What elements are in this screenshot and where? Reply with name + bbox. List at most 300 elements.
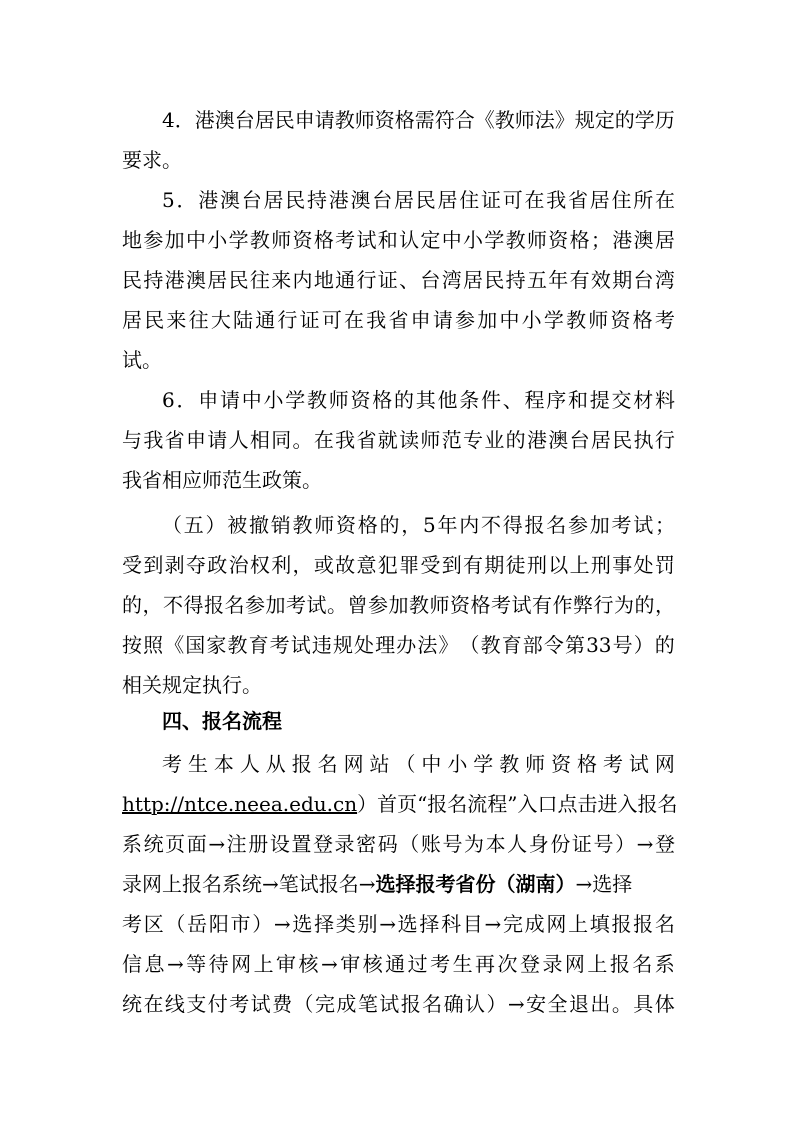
char: 录	[334, 832, 355, 856]
char: 就	[377, 428, 398, 452]
char: 教	[409, 593, 429, 617]
char: 民	[122, 268, 142, 292]
char: ；	[654, 513, 675, 537]
char: 教	[494, 108, 515, 132]
char: 民	[285, 188, 306, 212]
char: 息	[144, 952, 165, 976]
char: 格	[313, 228, 334, 252]
char: 师	[420, 428, 441, 452]
char: 在	[654, 188, 675, 212]
char: 澳	[219, 188, 240, 212]
char: 教	[227, 633, 248, 657]
char: 到	[143, 553, 164, 577]
char: 份	[550, 832, 571, 856]
char: 参	[567, 513, 588, 537]
char: 澳	[548, 428, 569, 452]
char: 生	[187, 752, 208, 776]
flow-line-4-pre: 录网上报名系统→笔试报名→	[122, 872, 376, 896]
char: 期	[484, 553, 505, 577]
char: 作	[552, 593, 573, 617]
char: 年	[437, 513, 458, 537]
section-heading: 四、报名流程	[162, 709, 282, 733]
char: 学	[228, 228, 249, 252]
char: 在	[313, 428, 334, 452]
flow-line-4-bold: 选择报考省份（湖南）	[375, 872, 576, 896]
char: →	[166, 952, 184, 976]
char: 地	[313, 268, 334, 292]
char: 师	[514, 108, 535, 132]
char: 与	[122, 428, 142, 452]
char: 按	[122, 633, 142, 657]
flow-line-1	[162, 749, 675, 779]
char: 报	[611, 912, 632, 936]
char: 夺	[185, 553, 206, 577]
char: 的	[505, 428, 526, 452]
char: 刑	[526, 553, 547, 577]
char: 资	[548, 228, 569, 252]
item-6-line-2	[122, 425, 675, 455]
char: 加	[164, 228, 185, 252]
char: 交	[611, 388, 632, 412]
char: 试	[633, 513, 654, 537]
char: 居	[463, 268, 483, 292]
char: 资	[450, 593, 470, 617]
char: （	[162, 513, 182, 537]
char: →	[379, 912, 396, 936]
char: 再	[475, 952, 496, 976]
char: 政	[207, 553, 228, 577]
ntce-website-link[interactable]: http://ntce.neea.edu.cn	[122, 792, 358, 816]
char: 账	[420, 832, 441, 856]
char: 资	[374, 108, 395, 132]
char: 到	[441, 553, 462, 577]
char: 我	[546, 188, 567, 212]
char: 小	[447, 752, 468, 776]
char: 教	[505, 228, 526, 252]
char: 本	[485, 832, 506, 856]
char: 号	[612, 633, 633, 657]
char: （	[165, 912, 186, 936]
char: 号	[593, 832, 614, 856]
char: 岳	[187, 912, 208, 936]
char: 4	[162, 108, 175, 132]
char: 我	[366, 308, 387, 332]
char: 试	[306, 593, 327, 617]
char: 行	[356, 268, 377, 292]
char: 在	[524, 188, 545, 212]
char: 家	[206, 633, 227, 657]
char: 五	[526, 268, 547, 292]
char: 报	[204, 593, 224, 617]
char: 考	[122, 912, 142, 936]
char: 教	[334, 108, 355, 132]
char: 网	[231, 952, 252, 976]
char: 市	[230, 912, 251, 936]
char: 教	[306, 388, 327, 412]
char: 站	[369, 752, 390, 776]
char: 核	[298, 952, 319, 976]
char: 意	[356, 553, 377, 577]
char: 系	[654, 952, 675, 976]
char: 5	[162, 188, 175, 212]
char: 港	[612, 228, 633, 252]
char: 撤	[249, 513, 269, 537]
char: 可	[321, 308, 342, 332]
char: 弊	[573, 593, 593, 617]
char: 申	[185, 428, 206, 452]
char: ．	[176, 388, 197, 412]
char: 在	[143, 992, 164, 1016]
char: 澳	[214, 108, 235, 132]
char: 同	[271, 428, 292, 452]
char: ；	[590, 228, 611, 252]
char: 内	[292, 268, 313, 292]
char: 违	[311, 633, 332, 657]
char: 规	[332, 633, 353, 657]
char: 不	[480, 513, 501, 537]
char: 需	[414, 108, 435, 132]
char: 次	[497, 952, 518, 976]
char: 登	[519, 952, 540, 976]
char: 照	[143, 633, 164, 657]
item-6-line-3: 我省相应师范生政策。	[122, 468, 322, 492]
item-five-line-1	[162, 510, 675, 540]
char: 完	[502, 912, 523, 936]
item-4-line-2: 要求。	[122, 148, 182, 172]
char: 港	[194, 108, 215, 132]
char: 材	[633, 388, 654, 412]
char: 申	[294, 108, 315, 132]
char: 教	[480, 633, 501, 657]
char: 试	[250, 992, 271, 1016]
char: 考	[654, 308, 675, 332]
char: 成	[336, 992, 357, 1016]
char: 法	[417, 633, 438, 657]
char: 往	[188, 308, 209, 332]
char: 民	[144, 308, 165, 332]
char: 所	[633, 188, 654, 212]
char: 和	[567, 388, 588, 412]
char: 来	[166, 308, 187, 332]
char: 人	[239, 752, 260, 776]
char: 付	[207, 992, 228, 1016]
flow-line-4	[122, 869, 675, 899]
char: 格	[569, 228, 590, 252]
char: 五	[183, 513, 204, 537]
char: 不	[163, 593, 183, 617]
char: 》	[438, 633, 459, 657]
char: 治	[228, 553, 249, 577]
char: 考	[269, 633, 290, 657]
char: 有	[532, 593, 552, 617]
char: 笔	[357, 992, 378, 1016]
char: 学	[634, 108, 655, 132]
char: 审	[276, 952, 297, 976]
char: ，	[142, 593, 163, 617]
char: 被	[227, 513, 248, 537]
char: 业	[484, 428, 505, 452]
char: 师	[525, 752, 546, 776]
char: 师	[271, 228, 292, 252]
char: 。	[611, 992, 632, 1016]
char: 得	[183, 593, 204, 617]
char: 权	[249, 553, 270, 577]
char: 可	[502, 188, 523, 212]
char: 加	[265, 593, 286, 617]
char: 册	[248, 832, 269, 856]
char: 料	[654, 388, 675, 412]
char: 台	[241, 188, 262, 212]
char: 加	[477, 308, 498, 332]
char: 统	[122, 992, 142, 1016]
char: 师	[526, 228, 547, 252]
char: 名	[654, 912, 675, 936]
char: 地	[122, 228, 142, 252]
char: 选	[397, 912, 418, 936]
char: 、	[399, 268, 420, 292]
char: →	[507, 992, 525, 1016]
char: →	[320, 952, 338, 976]
char: 报	[400, 992, 421, 1016]
char: 台	[234, 108, 255, 132]
char: 安	[526, 992, 547, 1016]
char: 刑	[590, 553, 611, 577]
char: 处	[354, 633, 375, 657]
char: 港	[526, 428, 547, 452]
char: 密	[356, 832, 377, 856]
char: 教	[292, 513, 313, 537]
char: 《	[164, 633, 185, 657]
char: 参	[455, 308, 476, 332]
char: 考	[335, 228, 356, 252]
char: 通	[255, 308, 276, 332]
char: 行	[654, 428, 675, 452]
char: 完	[314, 992, 335, 1016]
char: 具	[633, 992, 654, 1016]
char: 考	[611, 513, 632, 537]
char: ）	[633, 633, 654, 657]
char: 犯	[377, 553, 398, 577]
char: 件	[480, 388, 501, 412]
char: 利	[271, 553, 292, 577]
item-6-line-1	[162, 385, 675, 415]
char: 省	[164, 428, 185, 452]
char: 学	[484, 228, 505, 252]
flow-line-4-post: →选择	[575, 872, 633, 896]
char: 资	[292, 228, 313, 252]
char: 曾	[347, 593, 368, 617]
char: 考	[491, 593, 511, 617]
char: 台	[420, 268, 441, 292]
char: 执	[633, 428, 654, 452]
char: 师	[354, 108, 375, 132]
char: 上	[253, 952, 274, 976]
char: 民	[274, 108, 295, 132]
item-5-line-5: 试。	[122, 348, 162, 372]
char: 居	[122, 308, 142, 332]
char: 格	[577, 752, 597, 776]
char: 《	[474, 108, 495, 132]
char: 录	[542, 952, 563, 976]
char: 别	[357, 912, 378, 936]
char: 6	[162, 388, 175, 412]
char: 、	[502, 388, 523, 412]
char: 以	[548, 553, 569, 577]
flow-line-5	[122, 909, 675, 939]
char: 在	[344, 308, 365, 332]
char: 通	[385, 952, 406, 976]
char: 民	[228, 268, 249, 292]
char: 为	[614, 593, 634, 617]
char: 参	[245, 593, 265, 617]
char: 名	[546, 513, 567, 537]
char: 澳	[185, 268, 206, 292]
char: 审	[340, 952, 361, 976]
char: 港	[164, 268, 185, 292]
char: 区	[143, 912, 164, 936]
char: 得	[502, 513, 523, 537]
item-five-line-2	[122, 550, 675, 580]
char: 提	[589, 388, 610, 412]
char: 效	[590, 268, 611, 292]
char: 居	[393, 188, 414, 212]
char: ．	[176, 188, 197, 212]
char: 证	[480, 188, 501, 212]
char: 中	[421, 752, 442, 776]
char: 5	[423, 513, 436, 537]
char: 考	[229, 992, 250, 1016]
char: 报	[524, 513, 545, 537]
char: 我	[335, 428, 356, 452]
char: 教	[566, 308, 587, 332]
char: 法	[534, 108, 555, 132]
char: （	[399, 832, 420, 856]
char: 住	[459, 188, 480, 212]
char: 信	[122, 952, 142, 976]
char: 择	[314, 912, 335, 936]
char: 定	[594, 108, 615, 132]
char: 相	[249, 428, 270, 452]
char: 中	[241, 388, 262, 412]
char: 育	[248, 633, 269, 657]
char: 人	[228, 428, 249, 452]
char: 上	[587, 952, 608, 976]
char: 本	[213, 752, 234, 776]
char: 试	[379, 992, 400, 1016]
char: 证	[571, 832, 592, 856]
char: ）	[252, 912, 273, 936]
char: 格	[372, 388, 393, 412]
char: 填	[589, 912, 610, 936]
char: 学	[543, 308, 564, 332]
char: 线	[164, 992, 185, 1016]
char: 条	[459, 388, 480, 412]
char: 考	[286, 593, 306, 617]
flow-line-7	[122, 989, 675, 1019]
char: 专	[463, 428, 483, 452]
flow-line-2	[122, 789, 678, 819]
char: 教	[249, 228, 270, 252]
char: 页	[165, 832, 186, 856]
char: 居	[437, 188, 458, 212]
char: ，	[401, 513, 422, 537]
char: 请	[432, 308, 453, 332]
item-five-line-3	[122, 590, 675, 620]
char: 报	[291, 752, 312, 776]
char: 报	[633, 912, 654, 936]
char: 读	[399, 428, 420, 452]
item-five-line-4	[122, 630, 675, 660]
flow-line-6	[122, 949, 675, 979]
char: 学	[285, 388, 306, 412]
char: 名	[422, 992, 443, 1016]
char: 置	[291, 832, 312, 856]
char: 陆	[233, 308, 254, 332]
char: 罚	[654, 553, 675, 577]
char: 网	[564, 952, 585, 976]
char: 有	[463, 553, 483, 577]
char: 教	[499, 752, 520, 776]
char: 国	[185, 633, 206, 657]
char: 登	[312, 832, 333, 856]
char: 的	[379, 513, 400, 537]
char: 类	[335, 912, 356, 936]
char: ）	[205, 513, 226, 537]
char: 定	[420, 228, 441, 252]
item-5-line-1	[162, 185, 675, 215]
char: 报	[609, 952, 630, 976]
char: 省	[356, 428, 377, 452]
char: 的	[614, 108, 635, 132]
char: 居	[263, 188, 284, 212]
char: 居	[254, 108, 275, 132]
char: 的	[393, 388, 414, 412]
char: 生	[452, 952, 473, 976]
char: 师	[314, 513, 335, 537]
char: 目	[462, 912, 483, 936]
char: 。	[292, 428, 313, 452]
char: 试	[628, 752, 649, 776]
char: 理	[375, 633, 396, 657]
char: 参	[368, 593, 388, 617]
char: 育	[501, 633, 522, 657]
char: 澳	[350, 188, 371, 212]
char: 核	[362, 952, 383, 976]
char: 资	[350, 388, 371, 412]
char: 格	[632, 308, 653, 332]
char: 网	[546, 912, 567, 936]
char: 证	[299, 308, 320, 332]
char: 受	[420, 553, 441, 577]
char: 等	[186, 952, 207, 976]
char: 加	[388, 593, 409, 617]
char: （	[459, 633, 480, 657]
char: 号	[442, 832, 463, 856]
char: 大	[210, 308, 231, 332]
char: 选	[292, 912, 313, 936]
char: 省	[567, 188, 588, 212]
char: 通	[335, 268, 356, 292]
char: 师	[429, 593, 450, 617]
char: 第	[564, 633, 585, 657]
char: ．	[174, 108, 195, 132]
char: （	[293, 992, 314, 1016]
char: 请	[314, 108, 335, 132]
char: 小	[207, 228, 228, 252]
char: 支	[186, 992, 207, 1016]
char: 名	[317, 752, 338, 776]
char: 退	[568, 992, 589, 1016]
